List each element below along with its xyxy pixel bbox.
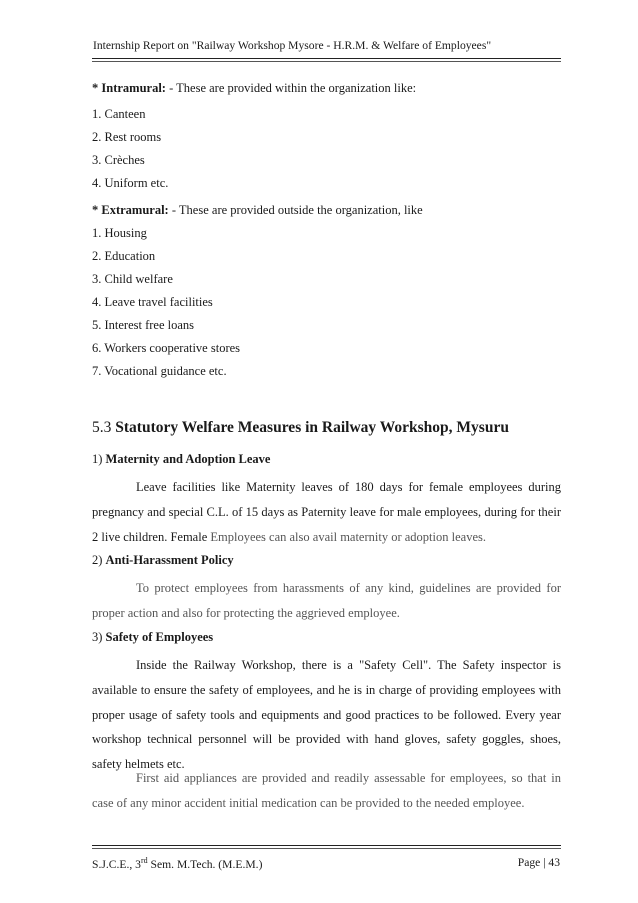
paragraph-text: Leave facilities like Maternity leaves of 180 days for female employees during pregnancy and special C.L. of 15 days as Paternity leave for male employees, during for their 2 live children. Female [92, 480, 561, 544]
section-title [92, 419, 509, 437]
extramural-text: - These are provided outside the organization, like [168, 203, 423, 217]
paragraph-anti-harassment [92, 576, 561, 626]
subsection-heading [92, 553, 234, 568]
intramural-line [92, 81, 416, 96]
paragraph-text: Inside the Railway Workshop, there is a "Safety Cell". The Safety inspector is available to ensure the safety of employees, and he is in charge of providing employees with proper usage of safety tools and equipments and good practices to be followed. Every year workshop technical personnel will be provided with hand gloves, safety goggles, shoes, safety helmets etc. [92, 658, 561, 772]
extramural-label: * Extramural: [92, 203, 169, 217]
footer-text: Sem. M.Tech. (M.E.M.) [147, 857, 263, 871]
list-item: 2. Education [92, 249, 156, 263]
subsection-title: Maternity and Adoption Leave [105, 452, 271, 466]
list-item: 3. Child welfare [92, 272, 173, 286]
list-item: 5. Interest free loans [92, 318, 195, 332]
intramural-label: * Intramural: [92, 81, 166, 95]
list-item: 3. Crèches [92, 153, 145, 167]
page-number: Page | 43 [517, 856, 560, 869]
list-item: 1. Canteen [92, 107, 146, 121]
paragraph-text: First aid appliances are provided and readily assessable for employees, so that in case of any minor accident initial medication can be provided to the needed employee. [92, 771, 561, 810]
intramural-text: - These are provided within the organization like: [165, 81, 417, 95]
footer-rule-secondary [92, 848, 561, 849]
paragraph-safety [92, 653, 561, 777]
subsection-number: 2) [92, 553, 106, 567]
footer-rule [92, 845, 561, 846]
paragraph-text: To protect employees from harassments of any kind, guidelines are provided for proper action and also for protecting the aggrieved employee. [92, 581, 561, 620]
subsection-number: 3) [92, 630, 106, 644]
header-rule [92, 58, 561, 59]
page-header: Internship Report on "Railway Workshop Mysore - H.R.M. & Welfare of Employees" [93, 39, 492, 52]
footer-text: S.J.C.E., 3 [92, 857, 141, 871]
subsection-heading [92, 630, 213, 645]
subsection-title: Anti-Harassment Policy [105, 553, 234, 567]
extramural-line [92, 203, 423, 218]
paragraph-maternity [92, 475, 561, 549]
list-item: 6. Workers cooperative stores [92, 341, 241, 355]
header-rule-secondary [92, 61, 561, 62]
list-item: 1. Housing [92, 226, 147, 240]
section-heading: Statutory Welfare Measures in Railway Workshop, Mysuru [111, 419, 509, 436]
list-item: 4. Leave travel facilities [92, 295, 213, 309]
subsection-number: 1) [92, 452, 106, 466]
paragraph-first-aid [92, 766, 561, 816]
section-number: 5.3 [92, 419, 112, 436]
subsection-heading [92, 452, 270, 467]
paragraph-text-muted: Employees can also avail maternity or adoption leaves. [210, 529, 486, 544]
list-item: 2. Rest rooms [92, 130, 162, 144]
list-item: 7. Vocational guidance etc. [92, 364, 227, 378]
subsection-title: Safety of Employees [105, 630, 214, 644]
footer-superscript: rd [140, 856, 148, 865]
list-item: 4. Uniform etc. [92, 176, 169, 190]
footer-course [92, 856, 262, 871]
